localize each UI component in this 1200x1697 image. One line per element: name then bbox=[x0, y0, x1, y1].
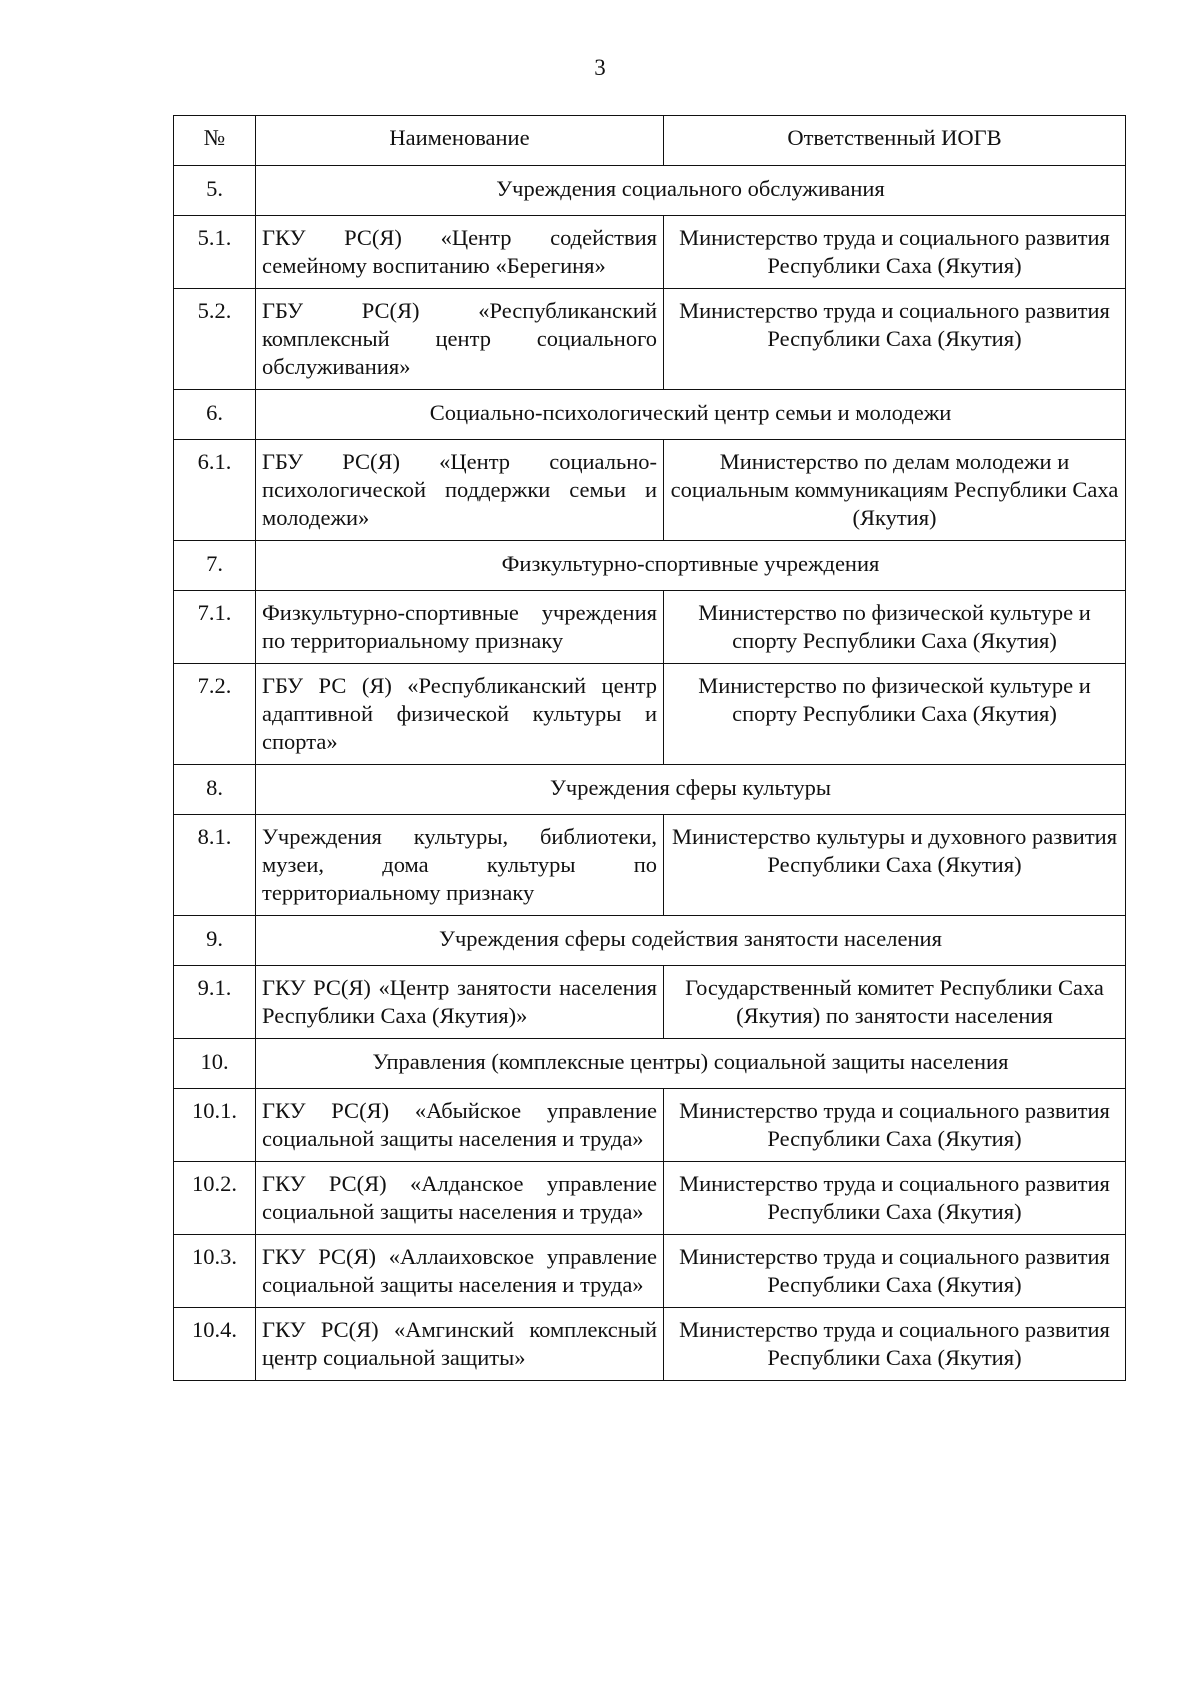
table-row bbox=[174, 1235, 1126, 1308]
institution-name: ГКУ РС(Я) «Алданское управление социальной защиты населения и труда» bbox=[256, 1162, 664, 1235]
row-number: 8.1. bbox=[174, 815, 256, 916]
table-row bbox=[174, 216, 1126, 289]
section-row bbox=[174, 390, 1126, 440]
table-row bbox=[174, 815, 1126, 916]
row-number: 10.4. bbox=[174, 1308, 256, 1381]
section-row bbox=[174, 765, 1126, 815]
institution-name: Учреждения культуры, библиотеки, музеи, дома культуры по территориальному признаку bbox=[256, 815, 664, 916]
table-row bbox=[174, 664, 1126, 765]
section-title: Учреждения социального обслуживания bbox=[256, 166, 1126, 216]
section-number: 10. bbox=[174, 1039, 256, 1089]
section-title: Социально-психологический центр семьи и молодежи bbox=[256, 390, 1126, 440]
section-row bbox=[174, 916, 1126, 966]
institution-name: ГКУ РС(Я) «Центр занятости населения Республики Саха (Якутия)» bbox=[256, 966, 664, 1039]
responsible-body: Министерство труда и социального развития Республики Саха (Якутия) bbox=[664, 1089, 1126, 1162]
section-number: 9. bbox=[174, 916, 256, 966]
header-responsible: Ответственный ИОГВ bbox=[664, 116, 1126, 166]
section-row bbox=[174, 541, 1126, 591]
row-number: 6.1. bbox=[174, 440, 256, 541]
responsible-body: Министерство по физической культуре и спорту Республики Саха (Якутия) bbox=[664, 591, 1126, 664]
row-number: 5.1. bbox=[174, 216, 256, 289]
row-number: 7.1. bbox=[174, 591, 256, 664]
table-header-row bbox=[174, 116, 1126, 166]
page-number: 3 bbox=[594, 55, 606, 80]
section-title: Физкультурно-спортивные учреждения bbox=[256, 541, 1126, 591]
row-number: 10.1. bbox=[174, 1089, 256, 1162]
responsible-body: Министерство по физической культуре и спорту Республики Саха (Якутия) bbox=[664, 664, 1126, 765]
section-row bbox=[174, 166, 1126, 216]
table-row bbox=[174, 1162, 1126, 1235]
row-number: 7.2. bbox=[174, 664, 256, 765]
header-name: Наименование bbox=[256, 116, 664, 166]
institution-name: ГКУ РС(Я) «Аллаиховское управление социальной защиты населения и труда» bbox=[256, 1235, 664, 1308]
table-row bbox=[174, 591, 1126, 664]
row-number: 10.3. bbox=[174, 1235, 256, 1308]
row-number: 9.1. bbox=[174, 966, 256, 1039]
responsible-body: Министерство труда и социального развития Республики Саха (Якутия) bbox=[664, 1162, 1126, 1235]
table-row bbox=[174, 1089, 1126, 1162]
institution-name: ГБУ РС (Я) «Республиканский центр адаптивной физической культуры и спорта» bbox=[256, 664, 664, 765]
institution-name: ГБУ РС(Я) «Центр социально-психологической поддержки семьи и молодежи» bbox=[256, 440, 664, 541]
institution-name: ГБУ РС(Я) «Республиканский комплексный центр социального обслуживания» bbox=[256, 289, 664, 390]
responsible-body: Министерство труда и социального развития Республики Саха (Якутия) bbox=[664, 289, 1126, 390]
table-header bbox=[174, 116, 1126, 166]
section-title: Учреждения сферы культуры bbox=[256, 765, 1126, 815]
responsible-body: Министерство культуры и духовного развития Республики Саха (Якутия) bbox=[664, 815, 1126, 916]
responsible-body: Министерство труда и социального развития Республики Саха (Якутия) bbox=[664, 216, 1126, 289]
table-row bbox=[174, 1308, 1126, 1381]
section-number: 8. bbox=[174, 765, 256, 815]
section-title: Учреждения сферы содействия занятости населения bbox=[256, 916, 1126, 966]
institutions-table bbox=[173, 115, 1126, 1381]
institution-name: ГКУ РС(Я) «Амгинский комплексный центр социальной защиты» bbox=[256, 1308, 664, 1381]
section-number: 7. bbox=[174, 541, 256, 591]
institution-name: ГКУ РС(Я) «Абыйское управление социальной защиты населения и труда» bbox=[256, 1089, 664, 1162]
table-row bbox=[174, 289, 1126, 390]
header-number: № bbox=[174, 116, 256, 166]
institution-name: Физкультурно-спортивные учреждения по территориальному признаку bbox=[256, 591, 664, 664]
responsible-body: Министерство труда и социального развития Республики Саха (Якутия) bbox=[664, 1308, 1126, 1381]
responsible-body: Министерство по делам молодежи и социальным коммуникациям Республики Саха (Якутия) bbox=[664, 440, 1126, 541]
section-number: 5. bbox=[174, 166, 256, 216]
table-row bbox=[174, 966, 1126, 1039]
table-row bbox=[174, 440, 1126, 541]
section-title: Управления (комплексные центры) социальной защиты населения bbox=[256, 1039, 1126, 1089]
responsible-body: Министерство труда и социального развития Республики Саха (Якутия) bbox=[664, 1235, 1126, 1308]
row-number: 10.2. bbox=[174, 1162, 256, 1235]
row-number: 5.2. bbox=[174, 289, 256, 390]
section-number: 6. bbox=[174, 390, 256, 440]
responsible-body: Государственный комитет Республики Саха (Якутия) по занятости населения bbox=[664, 966, 1126, 1039]
section-row bbox=[174, 1039, 1126, 1089]
institution-name: ГКУ РС(Я) «Центр содействия семейному воспитанию «Берегиня» bbox=[256, 216, 664, 289]
